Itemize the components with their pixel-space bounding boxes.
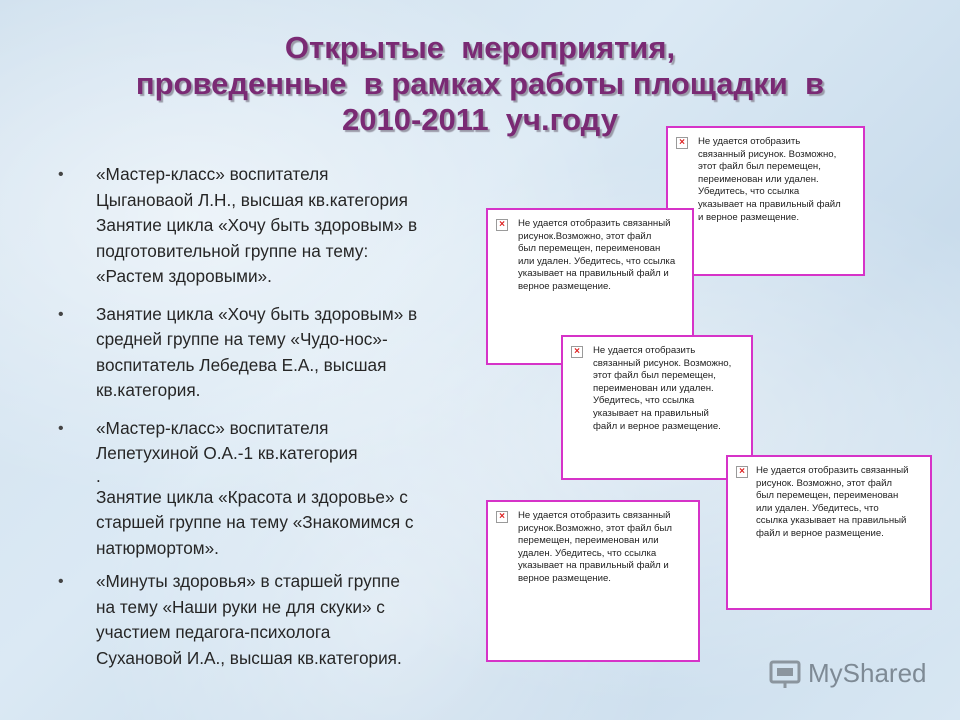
image-error-line: рисунок.Возможно, этот файл был (518, 522, 673, 534)
image-error-line: был перемещен, переименован (518, 243, 661, 255)
image-error-line: Не удается отобразить (593, 345, 696, 356)
image-error-line: ссылка указывает на правильный (756, 515, 907, 527)
image-error-line: Не удается отобразить (698, 136, 801, 147)
bullet-line: «Мастер-класс» воспитателя (96, 164, 329, 184)
bullet-line: Занятие цикла «Хочу быть здоровым» в (96, 215, 418, 235)
image-placeholder (561, 335, 753, 480)
image-error-line: файл и верное размещение. (756, 527, 884, 539)
bullet-line: Лепетухиной О.А.-1 кв.категория (96, 443, 358, 463)
bullet-line: подготовительной группе на тему: (96, 240, 369, 261)
image-error-line: рисунок. Возможно, этот файл (756, 477, 893, 489)
watermark-logo (768, 656, 938, 690)
bullet-list (58, 162, 468, 683)
image-error-line: или удален. Убедитесь, что ссылка (518, 255, 676, 267)
image-placeholder (486, 500, 700, 662)
image-error-line: указывает на правильный файл и (518, 268, 669, 280)
image-error-line: Убедитесь, что ссылка (593, 395, 695, 407)
broken-image-icon: × (571, 346, 583, 358)
watermark-text: MyShared (808, 658, 927, 688)
image-placeholder (726, 455, 932, 610)
bullet-line: кв.категория. (96, 380, 201, 400)
image-error-line: Убедитесь, что ссылка (698, 186, 800, 198)
bullet-marker: • (58, 166, 64, 183)
image-error-line: перемещен, переименован или (518, 535, 659, 547)
title-line-1: Открытые мероприятия, (284, 30, 676, 65)
bullet-line: участием педагога-психолога (96, 622, 331, 642)
slide-title (40, 30, 920, 138)
paragraph-line: старшей группе на тему «Знакомимся с (96, 512, 414, 532)
bullet-line: Сухановой И.А., высшая кв.категория. (96, 647, 402, 668)
image-error-line: указывает на правильный файл (698, 198, 841, 210)
image-error-line: верное размещение. (518, 280, 611, 292)
bullet-line: «Растем здоровыми». (96, 266, 272, 286)
image-error-line: удален. Убедитесь, что ссылка (518, 547, 657, 559)
image-error-line: или удален. Убедитесь, что (756, 502, 879, 514)
bullet-line: средней группе на тему «Чудо-нос»- (96, 329, 388, 349)
image-error-line: указывает на правильный файл и (518, 560, 669, 572)
broken-image-icon: × (496, 511, 508, 523)
bullet-marker: • (58, 419, 64, 437)
title-line-3: 2010-2011 уч.году (342, 102, 618, 137)
image-error-line: переименован или удален. (593, 382, 714, 394)
image-error-line: этот файл был перемещен, (698, 161, 821, 173)
broken-image-icon: × (496, 219, 508, 231)
presentation-icon (768, 656, 804, 690)
paragraph-line: Занятие цикла «Красота и здоровье» с (96, 486, 408, 507)
bullet-item (58, 416, 468, 467)
image-error-line: файл и верное размещение. (593, 420, 721, 432)
image-error-line: Не удается отобразить связанный (518, 218, 671, 229)
bullet-item (58, 302, 468, 404)
paragraph-line: натюрмортом». (96, 537, 219, 558)
bullet-item (58, 569, 468, 671)
bullet-line: «Мастер-класс» воспитателя (96, 417, 329, 438)
image-error-line: и верное размещение. (698, 211, 799, 223)
image-error-line: рисунок.Возможно, этот файл (518, 230, 652, 242)
image-error-line: связанный рисунок. Возможно, (698, 148, 837, 160)
bullet-line: на тему «Наши руки не для скуки» с (96, 596, 385, 617)
image-error-line: переименован или удален. (698, 173, 819, 185)
bullet-line: «Минуты здоровья» в старшей группе (96, 571, 400, 591)
bullet-item (58, 162, 468, 290)
image-error-line: указывает на правильный (593, 407, 709, 419)
bullet-marker: • (58, 573, 64, 590)
broken-image-icon: × (736, 466, 748, 478)
title-line-2: проведенные в рамках работы площадки в (135, 66, 825, 101)
image-error-line: Не удается отобразить связанный (756, 465, 909, 476)
paragraph (58, 485, 468, 562)
image-placeholder (666, 126, 865, 276)
image-error-line: Не удается отобразить связанный (518, 510, 671, 521)
bullet-marker: • (58, 305, 64, 323)
image-error-line: связанный рисунок. Возможно, (593, 357, 732, 369)
bullet-line: воспитатель Лебедева Е.А., высшая (96, 354, 387, 375)
broken-image-icon: × (676, 137, 688, 149)
dot-line: . (96, 465, 101, 486)
image-error-line: этот файл был перемещен, (593, 370, 716, 382)
bullet-line: Занятие цикла «Хочу быть здоровым» в (96, 303, 418, 324)
bullet-line: Цыгановаой Л.Н., высшая кв.категория (96, 189, 408, 210)
image-error-line: верное размещение. (518, 572, 611, 584)
image-error-line: был перемещен, переименован (756, 490, 899, 502)
